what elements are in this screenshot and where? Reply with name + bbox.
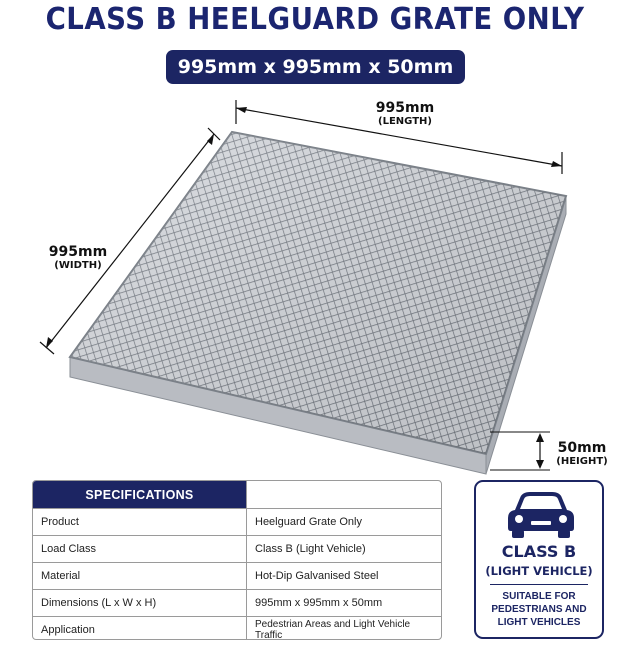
spec-label: Dimensions (L x W x H): [33, 590, 247, 617]
spec-value: 995mm x 995mm x 50mm: [247, 590, 442, 617]
spec-value: Heelguard Grate Only: [247, 509, 442, 536]
specifications-table: [32, 480, 442, 640]
height-dimension: [550, 440, 614, 467]
table-row: [33, 536, 441, 563]
spec-label: Material: [33, 563, 247, 590]
badge-vehicle-label: (LIGHT VEHICLE): [485, 564, 593, 578]
width-dimension: [28, 244, 128, 271]
table-row: [33, 590, 441, 617]
badge-description: SUITABLE FOR PEDESTRIANS AND LIGHT VEHICLES: [491, 591, 587, 628]
spec-value: Hot-Dip Galvanised Steel: [247, 563, 442, 590]
specifications-header: SPECIFICATIONS: [33, 481, 247, 509]
length-label: (LENGTH): [378, 116, 432, 127]
car-icon: [504, 490, 578, 538]
spec-label: Product: [33, 509, 247, 536]
spec-label: Application: [33, 617, 247, 641]
height-label: (HEIGHT): [556, 456, 608, 467]
width-label: (WIDTH): [54, 260, 102, 271]
table-row: [33, 509, 441, 536]
length-dimension: [350, 100, 460, 127]
width-value: 995mm: [48, 244, 108, 260]
table-row: [33, 617, 441, 641]
class-badge: [474, 480, 604, 639]
dimensions-pill: 995mm x 995mm x 50mm: [166, 50, 465, 84]
spec-value: Pedestrian Areas and Light Vehicle Traffic: [247, 617, 442, 641]
badge-divider: [490, 584, 588, 585]
page-title: CLASS B HEELGUARD GRATE ONLY: [45, 2, 585, 37]
spec-value: Class B (Light Vehicle): [247, 536, 442, 563]
length-value: 995mm: [375, 100, 435, 116]
table-row: [33, 563, 441, 590]
spec-label: Load Class: [33, 536, 247, 563]
height-value: 50mm: [557, 440, 607, 456]
badge-class-label: CLASS B: [501, 542, 577, 561]
